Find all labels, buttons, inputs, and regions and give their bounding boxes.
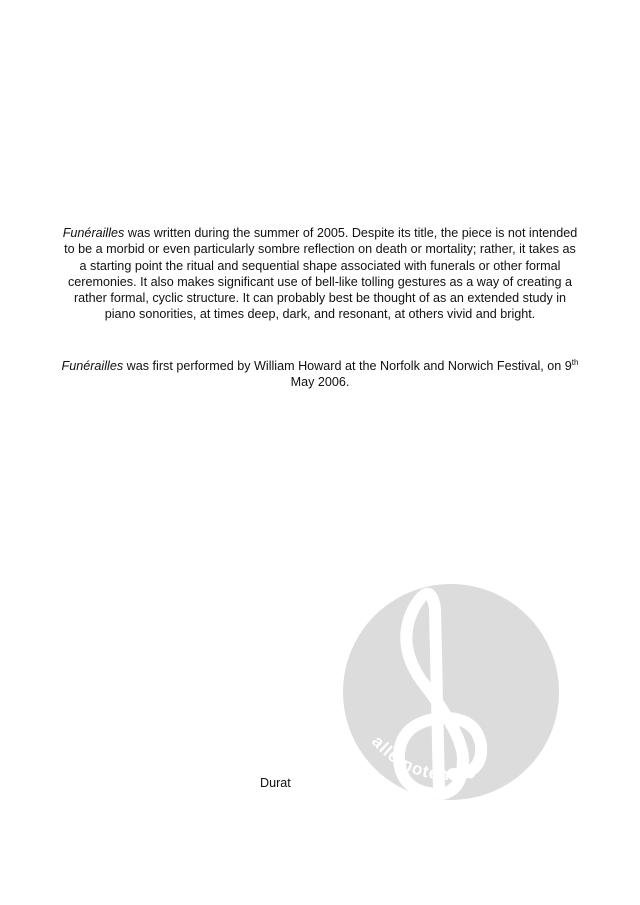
ordinal-suffix: th	[571, 358, 579, 367]
program-note-text: was written during the summer of 2005. Despite its title, the piece is not intended to be a morbid or even particularly sombre reflection on death or mortality; rather, it takes as a starting point the ritual and sequential shape associated with funerals or other formal ceremonies. It also makes significant use of bell-like tolling gestures as a way of creating a rather formal, cyclic structure. It can probably best be thought of as an extended study in piano sonorities, at times deep, dark, and resonant, at others vivid and bright.	[64, 226, 578, 322]
piece-title: Funérailles	[61, 359, 124, 373]
program-note-paragraph	[60, 225, 580, 323]
premiere-text: was first performed by William Howard at the Norfolk and Norwich Festival, on 9	[123, 359, 572, 373]
premiere-date-text: May 2006.	[290, 375, 350, 390]
duration-label: Durat	[260, 776, 291, 790]
piece-title: Funérailles	[62, 226, 125, 240]
premiere-paragraph	[60, 358, 580, 391]
watermark-text: alle-noten.de	[368, 732, 478, 785]
watermark-logo	[343, 584, 559, 800]
treble-clef-icon	[343, 584, 559, 800]
